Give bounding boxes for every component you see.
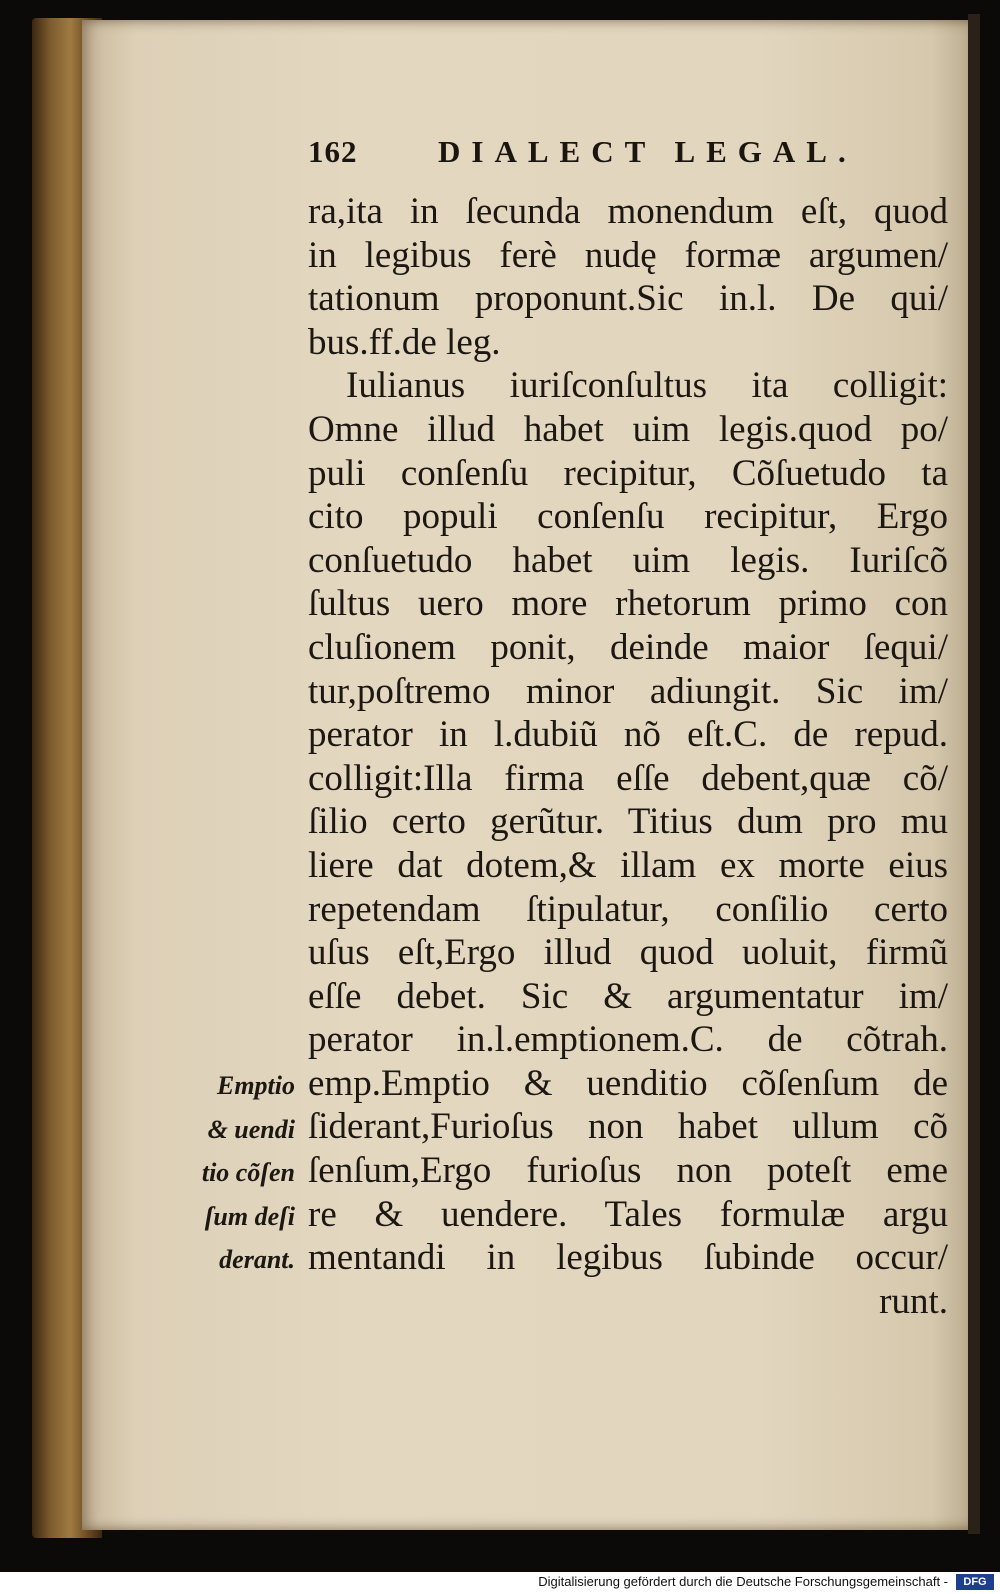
body-text	[308, 190, 948, 1323]
text-line: repetendam ſtipulatur, conſilio certo	[308, 888, 948, 930]
footer-bar	[0, 1572, 1000, 1594]
funding-credit: Digitalisierung gefördert durch die Deutsche Forschungsgemeinschaft -	[538, 1574, 948, 1589]
text-line: emp.Emptio & uenditio cõſenſum de	[308, 1062, 948, 1104]
text-line: re & uendere. Tales formulæ argu	[308, 1193, 948, 1235]
text-line: Omne illud habet uim legis.quod po/	[308, 408, 948, 450]
text-line: conſuetudo habet uim legis. Iuriſcõ	[308, 539, 948, 581]
text-line: ſilio certo gerũtur. Titius dum pro mu	[308, 801, 948, 843]
text-line: in legibus ferè nudę formæ argumen/	[308, 234, 948, 276]
text-line: ra,ita in ſecunda monendum eſt, quod	[308, 191, 948, 232]
text-line: perator in l.dubiũ nõ eſt.C. de repud.	[308, 714, 948, 756]
marginal-note-line: derant.	[219, 1245, 295, 1275]
text-line: mentandi in legibus ſubinde occur/	[308, 1237, 948, 1279]
marginal-note-line: ſum deſi	[204, 1201, 295, 1231]
text-line: ſiderant,Furioſus non habet ullum cõ	[308, 1106, 948, 1148]
text-line: cluſionem ponit, deinde maior ſequi/	[308, 626, 948, 668]
text-line: liere dat dotem,& illam ex morte eius	[308, 844, 948, 886]
text-line: Iulianus iuriſconſultus ita colligit:	[346, 365, 948, 407]
text-line: perator in.l.emptionem.C. de cõtrah.	[308, 1019, 948, 1061]
text-line: runt.	[879, 1280, 948, 1322]
dfg-logo: DFG	[956, 1574, 994, 1590]
marginal-note	[150, 1064, 295, 1282]
text-line: eſſe debet. Sic & argumentatur im/	[308, 975, 948, 1017]
running-title: DIALECT LEGAL.	[438, 134, 857, 169]
marginal-note-line: tio cõſen	[201, 1158, 295, 1188]
text-line: puli conſenſu recipitur, Cõſuetudo ta	[308, 452, 948, 494]
page-header	[308, 134, 948, 174]
text-line: ſultus uero more rhetorum primo con	[308, 583, 948, 625]
marginal-note-line: Emptio	[216, 1071, 295, 1100]
text-line: tationum proponunt.Sic in.l. De qui/	[308, 278, 948, 320]
text-line: cito populi conſenſu recipitur, Ergo	[308, 496, 948, 538]
text-line: ſenſum,Ergo furioſus non poteſt eme	[308, 1150, 948, 1192]
text-line: bus.ff.de leg.	[308, 321, 501, 363]
page-number: 162	[308, 134, 358, 169]
text-line: tur,poſtremo minor adiungit. Sic im/	[308, 670, 948, 712]
text-line: uſus eſt,Ergo illud quod uoluit, firmũ	[308, 932, 948, 974]
text-line: colligit:Illa firma eſſe debent,quæ cõ/	[308, 757, 948, 799]
page-gutter-shadow	[968, 14, 980, 1534]
marginal-note-line: & uendi	[207, 1114, 295, 1144]
